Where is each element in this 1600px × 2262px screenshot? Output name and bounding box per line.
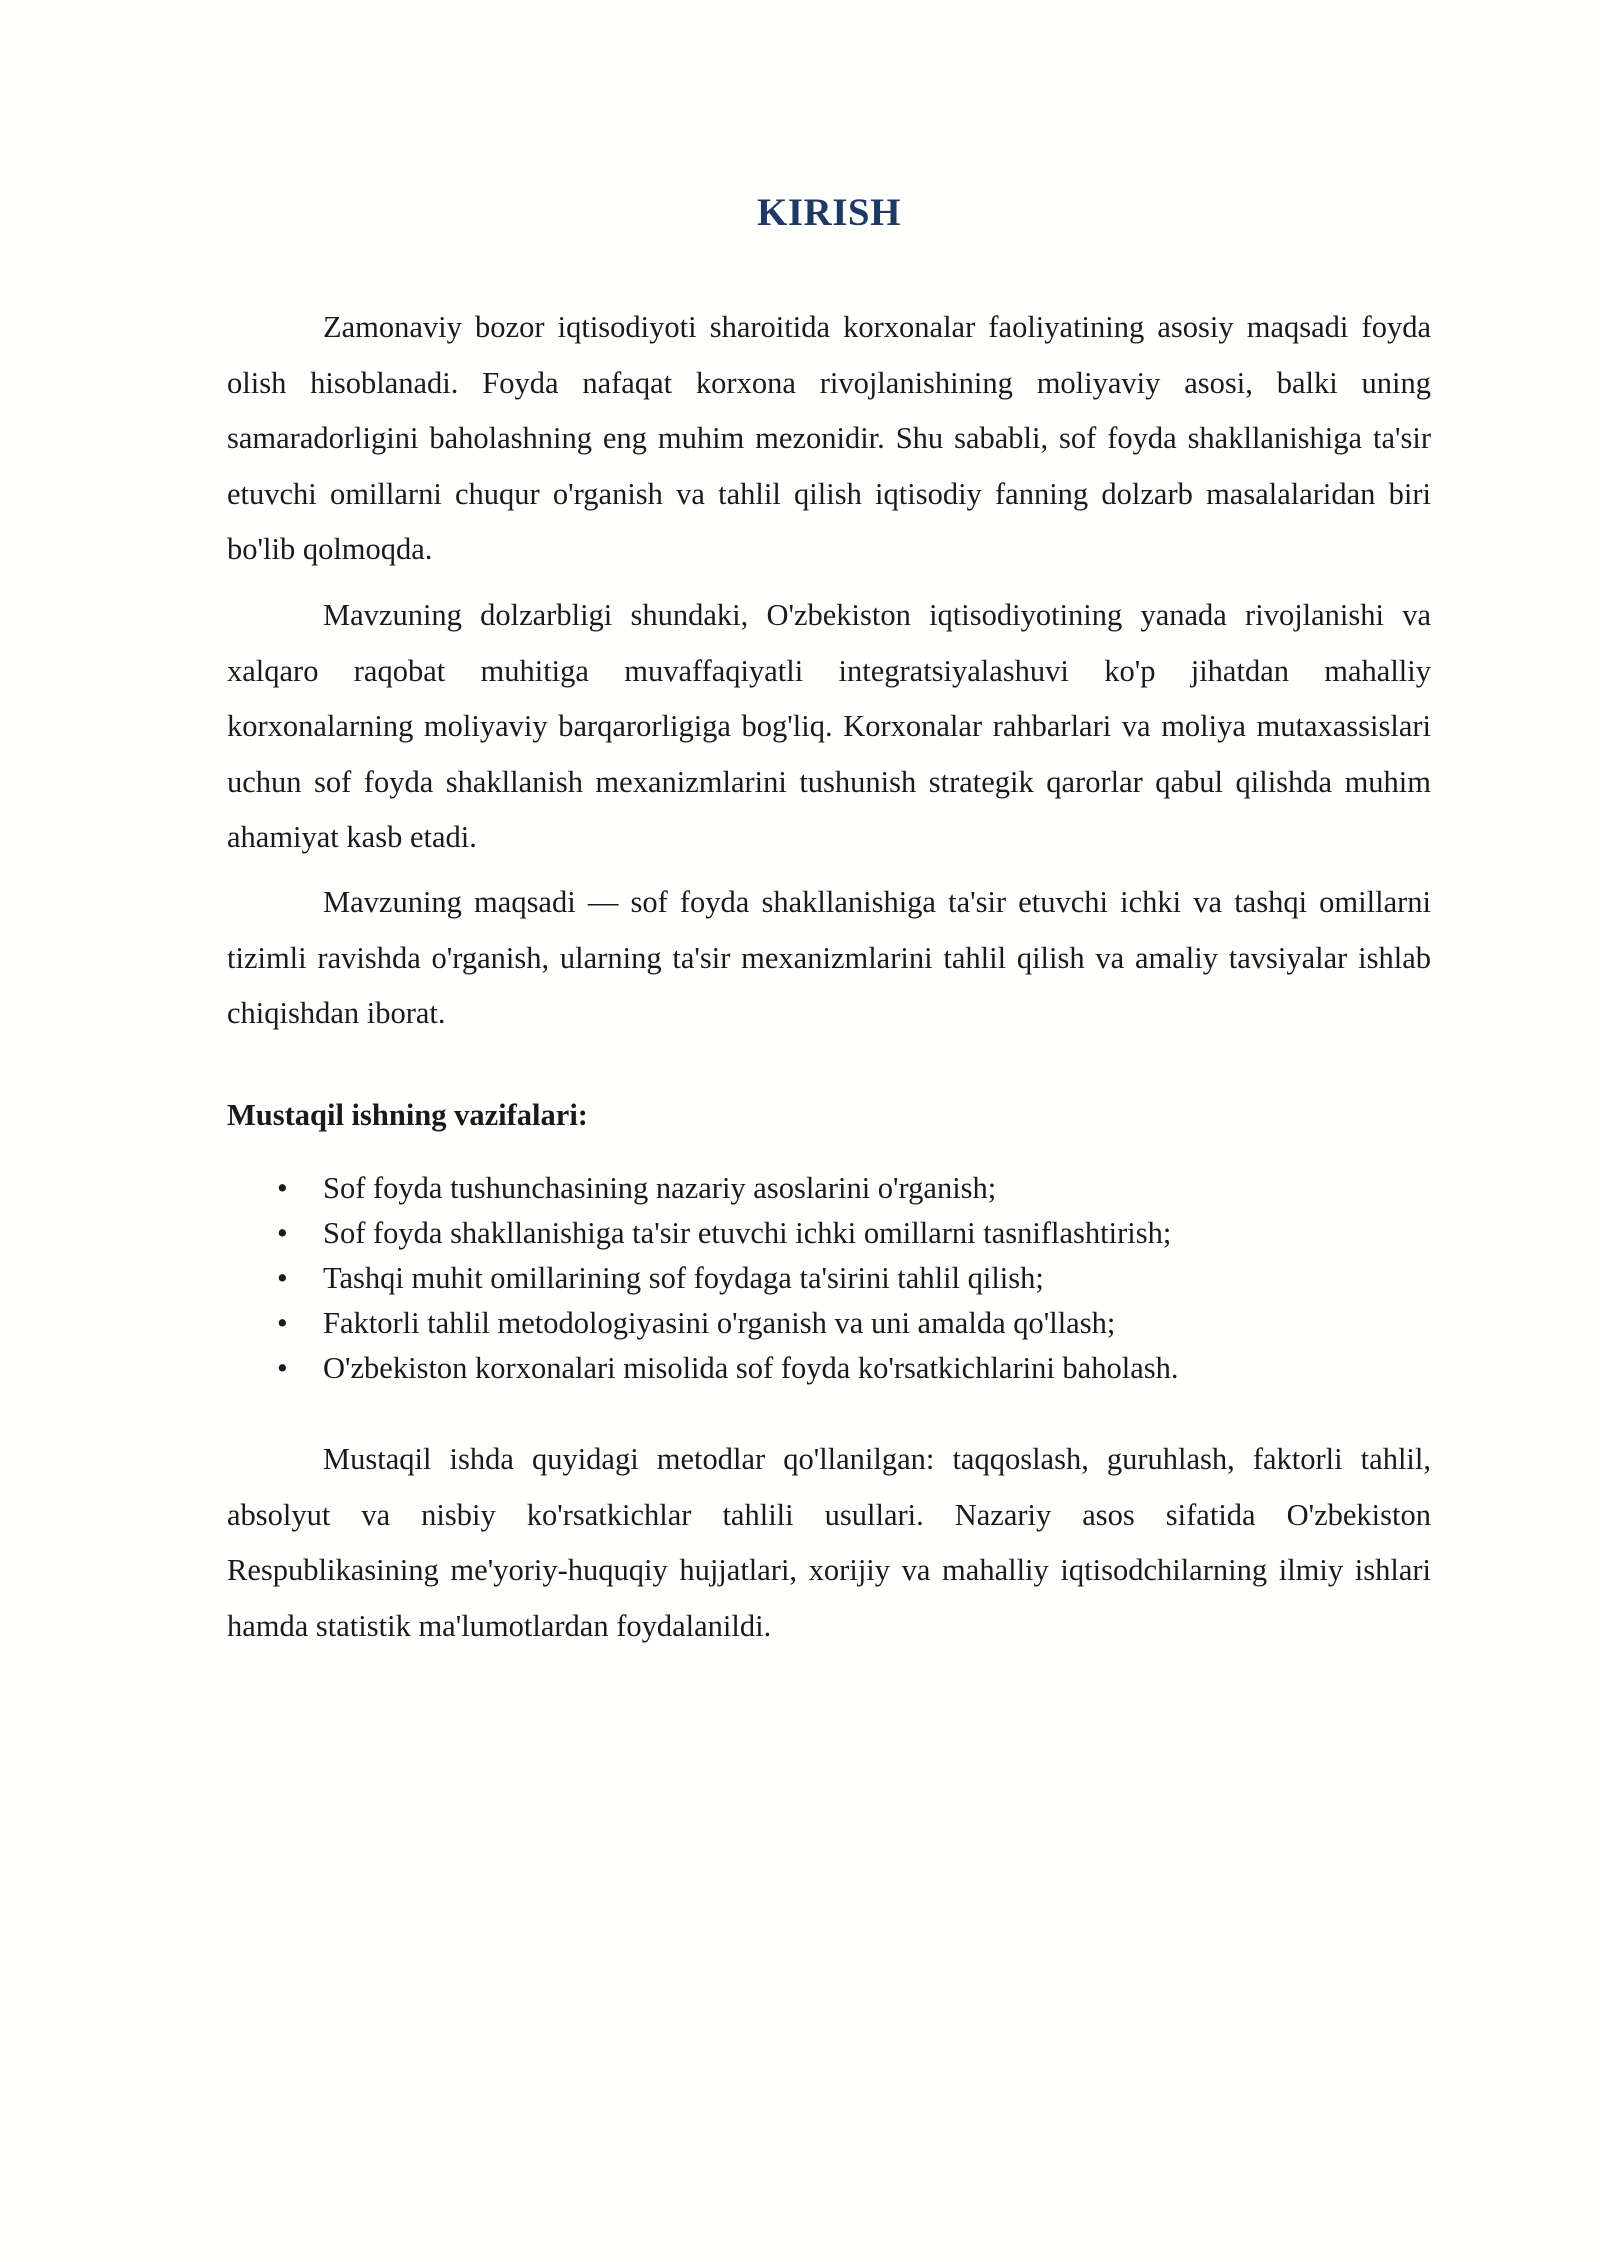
list-item-text: Faktorli tahlil metodologiyasini o'rganish va uni amalda qo'llash;	[323, 1306, 1116, 1340]
bullet-icon: •	[277, 1216, 288, 1250]
list-item-text: Sof foyda shakllanishiga ta'sir etuvchi ichki omillarni tasniflashtirish;	[323, 1216, 1172, 1250]
list-item	[227, 1301, 1431, 1346]
tasks-heading: Mustaqil ishning vazifalari:	[227, 1098, 588, 1132]
page-title: KIRISH	[757, 191, 901, 234]
methods-paragraph: Mustaqil ishda quyidagi metodlar qo'llanilgan: taqqoslash, guruhlash, faktorli tahlil, absolyut va nisbiy ko'rsatkichlar tahlili usullari. Nazariy asos sifatida O'zbekiston Respublikasining me'yoriy-huquqiy hujjatlari, xorijiy va mahalliy iqtisodchilarning ilmiy ishlari hamda statistik ma'lumotlardan foydalanildi.	[227, 1442, 1431, 1643]
bullet-icon: •	[277, 1261, 288, 1295]
list-item-text: Tashqi muhit omillarining sof foydaga ta'sirini tahlil qilish;	[323, 1261, 1044, 1295]
tasks-list	[227, 1166, 1431, 1391]
list-item	[227, 1256, 1431, 1301]
bullet-icon: •	[277, 1306, 288, 1340]
bullet-icon: •	[277, 1351, 288, 1385]
bullet-icon: •	[277, 1171, 288, 1205]
intro-paragraph-1: Zamonaviy bozor iqtisodiyoti sharoitida korxonalar faoliyatining asosiy maqsadi foyda olish hisoblanadi. Foyda nafaqat korxona rivojlanishining moliyaviy asosi, balki uning samaradorligini baholashning eng muhim mezonidir. Shu sababli, sof foyda shakllanishiga ta'sir etuvchi omillarni chuqur o'rganish va tahlil qilish iqtisodiy fanning dolzarb masalalaridan biri bo'lib qolmoqda.	[227, 310, 1431, 566]
list-item-text: Sof foyda tushunchasining nazariy asoslarini o'rganish;	[323, 1171, 997, 1205]
intro-paragraph-3: Mavzuning maqsadi — sof foyda shakllanishiga ta'sir etuvchi ichki va tashqi omillarni tizimli ravishda o'rganish, ularning ta'sir mexanizmlarini tahlil qilish va amaliy tavsiyalar ishlab chiqishdan iborat.	[227, 885, 1431, 1030]
intro-paragraph-2: Mavzuning dolzarbligi shundaki, O'zbekiston iqtisodiyotining yanada rivojlanishi va xalqaro raqobat muhitiga muvaffaqiyatli integratsiyalashuvi ko'p jihatdan mahalliy korxonalarning moliyaviy barqarorligiga bog'liq. Korxonalar rahbarlari va moliya mutaxassislari uchun sof foyda shakllanish mexanizmlarini tushunish strategik qarorlar qabul qilishda muhim ahamiyat kasb etadi.	[227, 598, 1431, 854]
list-item-text: O'zbekiston korxonalari misolida sof foyda ko'rsatkichlarini baholash.	[323, 1351, 1179, 1385]
list-item	[227, 1166, 1431, 1211]
list-item	[227, 1211, 1431, 1256]
list-item	[227, 1346, 1431, 1391]
